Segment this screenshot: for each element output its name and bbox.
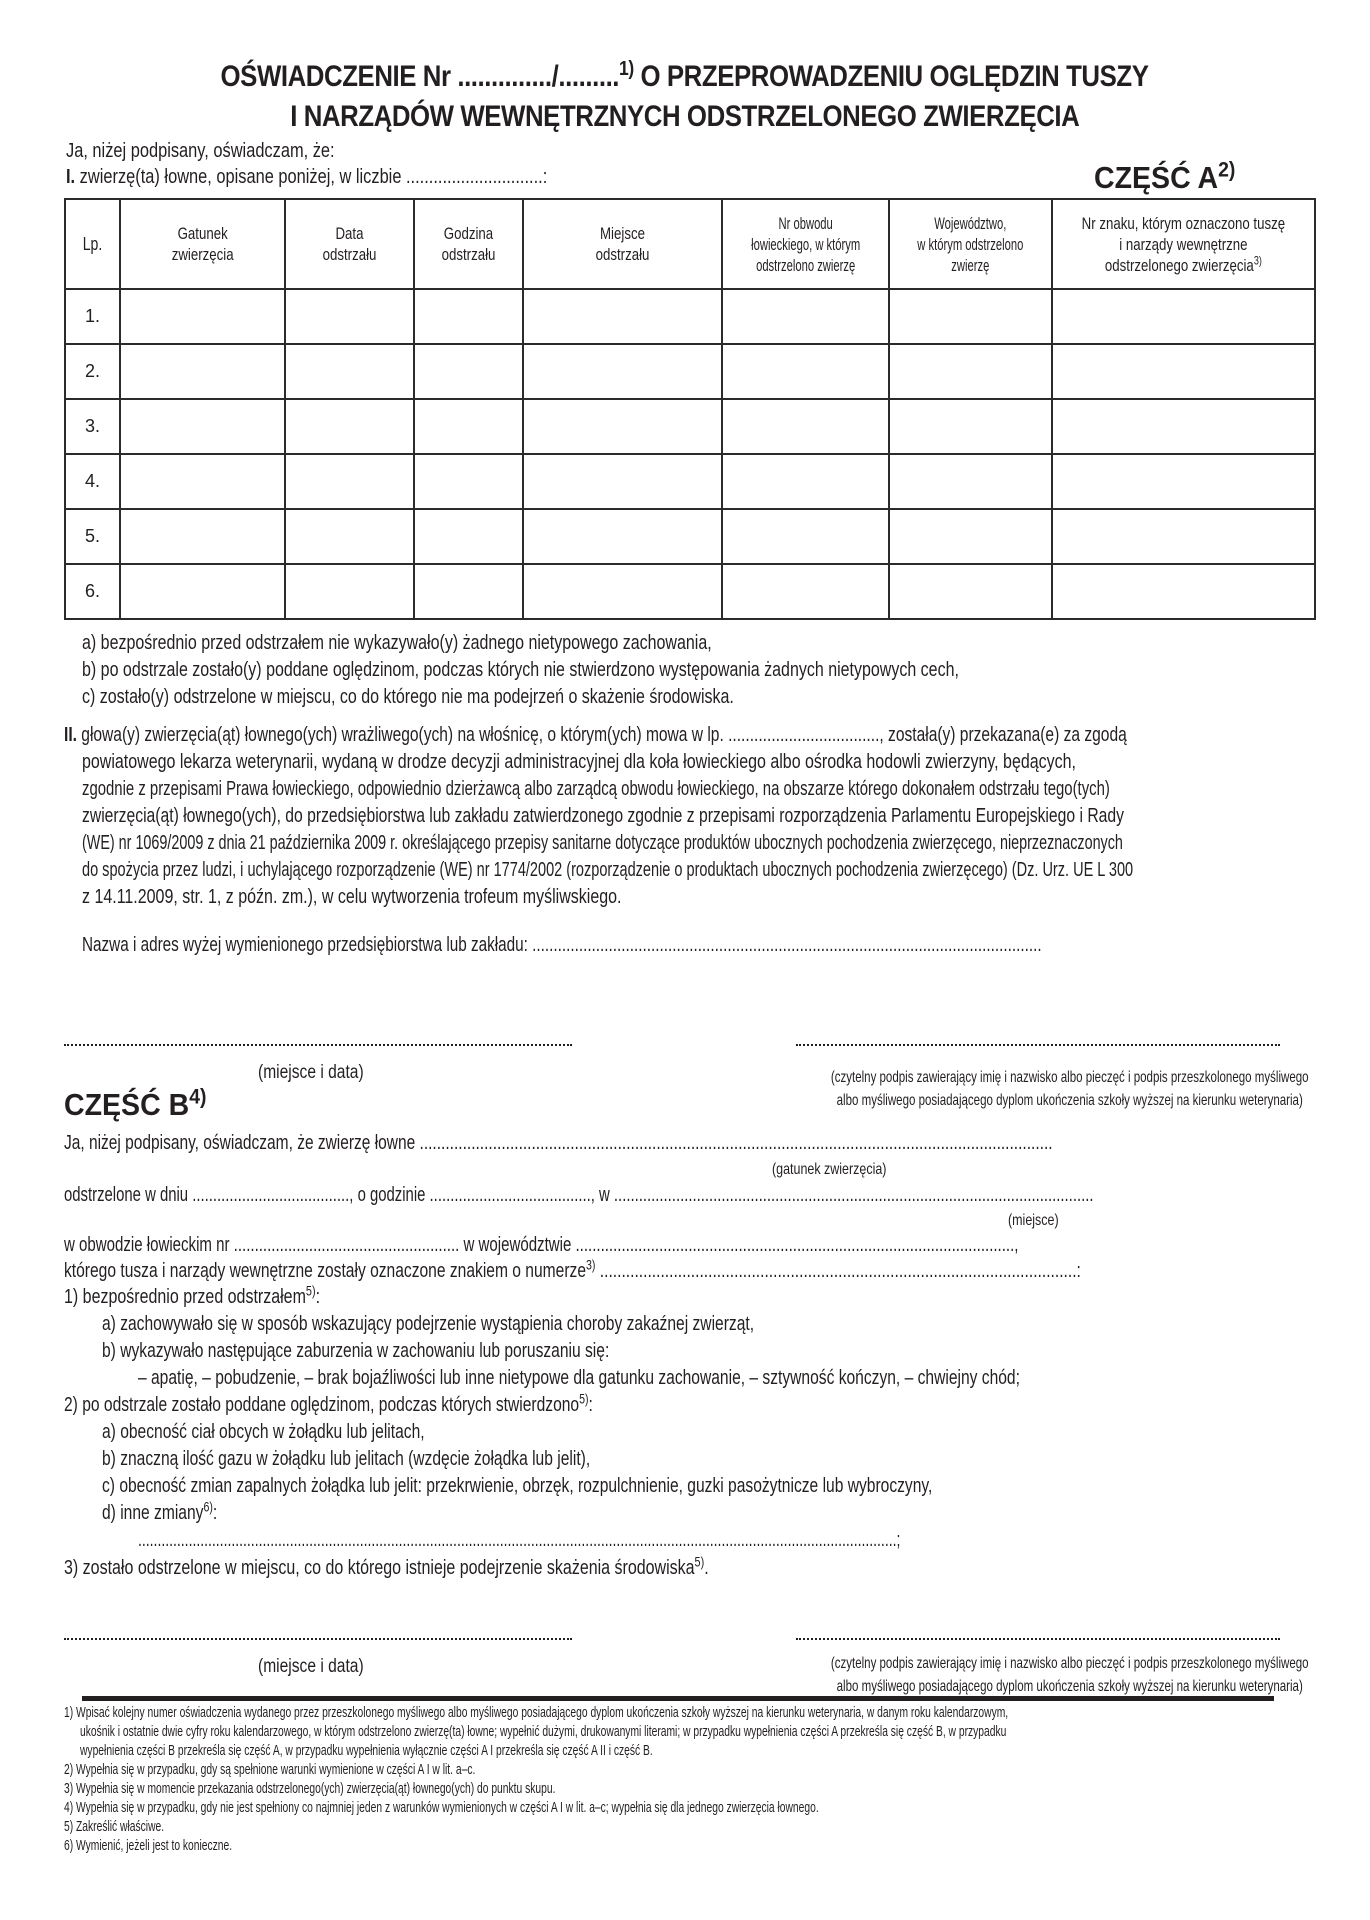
cell-place[interactable] xyxy=(523,454,722,509)
place-date-caption-b xyxy=(258,1656,387,1678)
row-number-text: 1. xyxy=(84,306,100,326)
col-header-text: odstrzału xyxy=(595,245,650,264)
col-header-text: odstrzelonego zwierzęcia xyxy=(1104,255,1254,275)
cell-species[interactable] xyxy=(120,399,285,454)
tag-line-dots: ..............................................................................................................: xyxy=(595,1260,1081,1282)
condition-a xyxy=(82,630,869,657)
item-text: b) znaczną ilość gazu w żołądku lub jelitach (wzdęcie żołądka lub jelit), xyxy=(102,1448,591,1470)
section-2-line-7 xyxy=(82,884,756,911)
cell-hunting-district[interactable] xyxy=(722,509,889,564)
footnote-ref-5: 5) xyxy=(579,1391,589,1407)
place-date-field-a[interactable] xyxy=(64,1044,572,1046)
tag-number-field[interactable] xyxy=(64,1258,1368,1285)
cell-hunting-district[interactable] xyxy=(722,399,889,454)
item-3[interactable] xyxy=(64,1555,870,1582)
cell-time[interactable] xyxy=(414,454,523,509)
caption-text: (czytelny podpis zawierający imię i nazwisko albo pieczęć i podpis przeszkolonego myśliwego xyxy=(830,1655,1309,1672)
footnote-ref-6: 6) xyxy=(203,1499,213,1515)
item-text: b) wykazywało następujące zaburzenia w zachowaniu lub poruszaniu się: xyxy=(102,1340,610,1362)
company-name-field[interactable] xyxy=(82,932,1338,959)
col-header-place xyxy=(523,199,722,289)
item-2a[interactable] xyxy=(102,1419,516,1446)
caption-text: (miejsce i data) xyxy=(258,1062,364,1083)
other-changes-dots: ...................................................................................................................................................................................................; xyxy=(138,1529,901,1551)
cell-species[interactable] xyxy=(120,509,285,564)
section-2-line-5 xyxy=(82,830,1370,857)
row-number-text: 3. xyxy=(84,416,100,436)
col-header-text: odstrzelono zwierzę xyxy=(756,255,856,275)
section-1-number: I. xyxy=(66,166,76,188)
cell-voivodeship[interactable] xyxy=(889,509,1052,564)
footnote-ref-2: 2) xyxy=(1218,158,1236,182)
signature-field-a[interactable] xyxy=(796,1044,1280,1046)
cell-date[interactable] xyxy=(285,399,414,454)
cell-species[interactable] xyxy=(120,564,285,619)
cell-place[interactable] xyxy=(523,399,722,454)
col-header-text: Nr obwodu xyxy=(778,213,833,233)
caption-text: (miejsce i data) xyxy=(258,1656,364,1677)
cell-species[interactable] xyxy=(120,344,285,399)
part-b-heading xyxy=(64,1087,219,1123)
footnote-5 xyxy=(64,1818,205,1837)
intro-statement xyxy=(66,138,394,165)
cell-tag-number[interactable] xyxy=(1052,344,1315,399)
col-header-time xyxy=(414,199,523,289)
section-2-text: powiatowego lekarza weterynarii, wydaną w drodze decyzji administracyjnej dla koła łowieckiego albo ośrodka hodowli zwierzyny, będących, xyxy=(82,751,1076,773)
caption-text: (miejsce) xyxy=(1008,1212,1059,1229)
cell-species[interactable] xyxy=(120,289,285,344)
cell-time[interactable] xyxy=(414,399,523,454)
col-header-text: Gatunek xyxy=(177,224,228,243)
cell-place[interactable] xyxy=(523,564,722,619)
col-header-text: Godzina xyxy=(443,224,494,243)
col-header-text: i narządy wewnętrzne xyxy=(1119,234,1248,254)
other-changes-field[interactable] xyxy=(138,1527,1227,1554)
footnote-text: ukośnik i ostatnie dwie cyfry roku kalendarzowego, w którym odstrzelono zwierzę(ta) łowne; wypełnić dużymi, drukowanymi literami; w przypadku wypełnienia części A przekreśla się część B, w przypadku xyxy=(80,1724,1007,1740)
footnote-3 xyxy=(64,1780,756,1799)
item-text: : xyxy=(212,1502,218,1524)
table-row xyxy=(65,509,1315,564)
condition-text: c) zostało(y) odstrzelone w miejscu, co do którego nie ma podejrzeń o skażenie środowiska. xyxy=(82,686,734,708)
species-field[interactable] xyxy=(64,1130,1340,1157)
footnotes-divider xyxy=(82,1696,1274,1701)
footnote-1 xyxy=(64,1704,1370,1761)
title-number-field: OŚWIADCZENIE Nr ............../......... xyxy=(221,60,620,93)
item-1b[interactable] xyxy=(102,1338,752,1365)
footnote-text: wypełnienia części B przekreśla się część A, w przypadku wypełnienia wyłącznie części A I przekreśla się część A II i część B. xyxy=(80,1743,653,1759)
signature-caption-b xyxy=(738,1652,1338,1698)
col-header-voivodeship xyxy=(889,199,1052,289)
section-2-line-4 xyxy=(82,803,1370,830)
cell-hunting-district[interactable] xyxy=(722,564,889,619)
cell-time[interactable] xyxy=(414,289,523,344)
cell-tag-number[interactable] xyxy=(1052,454,1315,509)
section-2-line-6 xyxy=(82,857,1370,884)
condition-text: a) bezpośrednio przed odstrzałem nie wykazywało(y) żadnego nietypowego zachowania, xyxy=(82,632,712,654)
row-number xyxy=(65,344,120,399)
item-2b[interactable] xyxy=(102,1446,728,1473)
company-name-label: Nazwa i adres wyżej wymienionego przedsiębiorstwa lub zakładu: ........................................................................................................................ xyxy=(82,934,1042,956)
caption-text: (gatunek zwierzęcia) xyxy=(772,1161,887,1178)
signature-caption-a xyxy=(738,1066,1338,1112)
footnote-ref-3: 3) xyxy=(1253,255,1262,268)
cell-hunting-district[interactable] xyxy=(722,344,889,399)
cell-date[interactable] xyxy=(285,344,414,399)
item-text: 2) po odstrzale zostało poddane oględzinom, podczas których stwierdzono xyxy=(64,1394,580,1416)
district-voivodeship-field[interactable] xyxy=(64,1232,1333,1259)
footnote-text: 5) Zakreślić właściwe. xyxy=(64,1819,165,1835)
title-text-2: I NARZĄDÓW WEWNĘTRZNYCH ODSTRZELONEGO ZWIERZĘCIA xyxy=(290,100,1080,133)
footnote-2 xyxy=(64,1761,643,1780)
cell-voivodeship[interactable] xyxy=(889,344,1052,399)
table-row xyxy=(65,564,1315,619)
item-1b-list[interactable] xyxy=(138,1365,1269,1392)
footnote-text: 1) Wpisać kolejny numer oświadczenia wydanego przez przeszkolonego myśliwego albo myśliwego posiadającego dyplom ukończenia szkoły wyższej na kierunku weterynaria, w danym roku kalendarzowym, xyxy=(64,1705,1009,1721)
condition-text: b) po odstrzale zostało(y) poddane oględzinom, podczas których nie stwierdzono występowania żadnych nietypowych cech, xyxy=(82,659,959,681)
cell-voivodeship[interactable] xyxy=(889,454,1052,509)
place-date-field-b[interactable] xyxy=(64,1638,572,1640)
row-number-text: 4. xyxy=(84,471,100,491)
footnote-4 xyxy=(64,1799,1127,1818)
cell-tag-number[interactable] xyxy=(1052,509,1315,564)
section-1-line xyxy=(66,164,653,191)
footnote-text: 2) Wypełnia się w przypadku, gdy są spełnione warunki wymienione w części A I w lit. a–c. xyxy=(64,1762,476,1778)
species-caption xyxy=(772,1161,919,1179)
title-text: O PRZEPROWADZENIU OGLĘDZIN TUSZY xyxy=(634,60,1149,93)
row-number xyxy=(65,399,120,454)
caption-text: albo myśliwego posiadającego dyplom ukończenia szkoły wyższej na kierunku weterynaria) xyxy=(836,1092,1303,1109)
part-b-heading-text: CZĘŚĆ B xyxy=(64,1087,190,1122)
cell-hunting-district[interactable] xyxy=(722,454,889,509)
footnote-text: 3) Wypełnia się w momencie przekazania odstrzelonego(ych) zwierzęcia(ąt) łownego(ych) do punktu skupu. xyxy=(64,1781,556,1797)
cell-species[interactable] xyxy=(120,454,285,509)
part-a-heading-text: CZĘŚĆ A xyxy=(1094,160,1219,195)
table-row xyxy=(65,289,1315,344)
part-a-heading xyxy=(1094,160,1248,196)
item-2c[interactable] xyxy=(102,1473,1167,1500)
footnote-ref-5: 5) xyxy=(694,1554,705,1570)
cell-hunting-district[interactable] xyxy=(722,289,889,344)
col-header-text: zwierzęcia xyxy=(171,245,234,264)
section-2-text: głowa(y) zwierzęcia(ąt) łownego(ych) wrażliwego(ych) na włośnicę, o którym(ych) mowa w lp. ..................................., została(y) przekazana(e) za zgodą xyxy=(76,724,1127,746)
cell-place[interactable] xyxy=(523,509,722,564)
col-header-lp-text: Lp. xyxy=(82,233,103,254)
cell-voivodeship[interactable] xyxy=(889,289,1052,344)
cell-time[interactable] xyxy=(414,564,523,619)
section-2-line-2 xyxy=(82,749,1324,776)
section-2-text: do spożycia przez ludzi, i uchylającego rozporządzenie (WE) nr 1774/2002 (rozporządzenie o produktach ubocznych pochodzenia zwierzęcego) (Dz. Urz. UE L 300 xyxy=(82,859,1134,881)
document-title-line1 xyxy=(0,57,1370,94)
place-date-caption-a xyxy=(258,1062,387,1084)
row-number-text: 6. xyxy=(84,581,100,601)
date-time-place-line: odstrzelone w dniu ......................................, o godzinie ......................................., w .................................................................................................................... xyxy=(64,1184,1094,1206)
item-2d[interactable] xyxy=(102,1500,250,1527)
row-number xyxy=(65,509,120,564)
col-header-tag-number xyxy=(1052,199,1315,289)
table-header-row xyxy=(65,199,1315,289)
col-header-text: Data xyxy=(335,224,364,243)
table-row xyxy=(65,399,1315,454)
table-row xyxy=(65,454,1315,509)
item-2 xyxy=(64,1392,742,1419)
section-2-text: z 14.11.2009, str. 1, z późn. zm.), w celu wytworzenia trofeum myśliwskiego. xyxy=(82,886,622,908)
col-header-text: odstrzału xyxy=(322,245,377,264)
item-text: 3) zostało odstrzelone w miejscu, co do którego istnieje podejrzenie skażenia środowiska xyxy=(64,1557,695,1579)
item-text: . xyxy=(704,1557,709,1579)
item-text: a) obecność ciał obcych w żołądku lub jelitach, xyxy=(102,1421,425,1443)
cell-date[interactable] xyxy=(285,289,414,344)
footnote-ref-4: 4) xyxy=(189,1085,207,1109)
footnote-text: 4) Wypełnia się w przypadku, gdy nie jest spełniony co najmniej jeden z warunków wymienionych w części A I w lit. a–c; wypełnia się dla jednego zwierzęcia łownego. xyxy=(64,1800,819,1816)
tag-line-text: którego tusza i narządy wewnętrzne zostały oznaczone znakiem o numerze xyxy=(64,1260,587,1282)
animals-table xyxy=(64,198,1316,620)
table-row xyxy=(65,344,1315,399)
item-text: 1) bezpośrednio przed odstrzałem xyxy=(64,1286,306,1308)
place-caption xyxy=(1008,1212,1073,1230)
signature-field-b[interactable] xyxy=(796,1638,1280,1640)
col-header-text: Miejsce xyxy=(600,224,645,243)
cell-time[interactable] xyxy=(414,344,523,399)
section-2-text: zgodnie z przepisami Prawa łowieckiego, odpowiednio dzierżawcą albo zarządcą obwodu łowieckiego, na obszarze którego dokonałem odstrzału tego(tych) xyxy=(82,778,1110,800)
condition-c xyxy=(82,684,897,711)
cell-tag-number[interactable] xyxy=(1052,399,1315,454)
footnote-ref-5: 5) xyxy=(305,1283,316,1299)
col-header-date xyxy=(285,199,414,289)
section-2-number: II. xyxy=(64,724,77,746)
footnote-ref-1: 1) xyxy=(619,57,635,80)
cell-place[interactable] xyxy=(523,289,722,344)
row-number xyxy=(65,289,120,344)
col-header-text: w którym odstrzelono xyxy=(917,234,1024,254)
cell-tag-number[interactable] xyxy=(1052,289,1315,344)
species-line: Ja, niżej podpisany, oświadczam, że zwierzę łowne ................................................................................................................................................... xyxy=(64,1132,1053,1154)
col-header-text: Nr znaku, którym oznaczono tuszę xyxy=(1081,213,1286,233)
cell-tag-number[interactable] xyxy=(1052,564,1315,619)
section-2-text: (WE) nr 1069/2009 z dnia 21 października 2009 r. określającego przepisy sanitarne dotyczące produktów ubocznych pochodzenia zwierzęcego, nieprzeznaczonych xyxy=(82,832,1123,854)
district-line: w obwodzie łowieckim nr ...................................................... w województwie ........................................................................................................., xyxy=(64,1234,1019,1256)
item-1a[interactable] xyxy=(102,1311,938,1338)
footnote-6 xyxy=(64,1837,301,1856)
item-text: d) inne zmiany xyxy=(102,1502,204,1524)
cell-date[interactable] xyxy=(285,564,414,619)
col-header-text: łowieckiego, w którym xyxy=(751,234,861,254)
caption-text: (czytelny podpis zawierający imię i nazwisko albo pieczęć i podpis przeszkolonego myśliwego xyxy=(830,1069,1309,1086)
condition-b xyxy=(82,657,1178,684)
col-header-text: Województwo, xyxy=(934,213,1007,233)
col-header-text: zwierzę xyxy=(951,255,990,275)
item-text: c) obecność zmian zapalnych żołądka lub jelit: przekrwienie, obrzęk, rozpulchnienie, guzki pasożytnicze lub wybroczyny, xyxy=(102,1475,933,1497)
section-2-line-3 xyxy=(82,776,1370,803)
cell-voivodeship[interactable] xyxy=(889,399,1052,454)
item-text: a) zachowywało się w sposób wskazujący podejrzenie wystąpienia choroby zakaźnej zwierząt, xyxy=(102,1313,755,1335)
item-text: : xyxy=(588,1394,593,1416)
col-header-hunting-district xyxy=(722,199,889,289)
document-title-line2 xyxy=(0,100,1370,134)
cell-time[interactable] xyxy=(414,509,523,564)
footnote-text: 6) Wymienić, jeżeli jest to konieczne. xyxy=(64,1838,233,1854)
cell-date[interactable] xyxy=(285,509,414,564)
row-number xyxy=(65,564,120,619)
row-number-text: 5. xyxy=(84,526,100,546)
footnote-ref-3: 3) xyxy=(586,1257,596,1273)
row-number-text: 2. xyxy=(84,361,100,381)
col-header-text: odstrzału xyxy=(441,245,496,264)
cell-place[interactable] xyxy=(523,344,722,399)
cell-date[interactable] xyxy=(285,454,414,509)
item-text: : xyxy=(315,1286,321,1308)
animal-count-field[interactable]: zwierzę(ta) łowne, opisane poniżej, w liczbie ..............................: xyxy=(75,166,548,188)
cell-voivodeship[interactable] xyxy=(889,564,1052,619)
row-number xyxy=(65,454,120,509)
item-1 xyxy=(64,1284,384,1311)
section-2-text: zwierzęcia(ąt) łownego(ych), do przedsiębiorstwa lub zakładu zatwierdzonego zgodnie z przepisami rozporządzenia Parlamentu Europejskiego i Rady xyxy=(82,805,1124,827)
item-text: – apatię, – pobudzenie, – brak bojaźliwości lub inne nietypowe dla gatunku zachowanie, – sztywność kończyn, – chwiejny chód; xyxy=(138,1367,1020,1389)
col-header-species xyxy=(120,199,285,289)
section-2-line-1 xyxy=(64,722,1370,749)
intro-text: Ja, niżej podpisany, oświadczam, że: xyxy=(66,140,335,162)
date-time-place-field[interactable] xyxy=(64,1182,1370,1209)
col-header-lp xyxy=(65,199,120,289)
caption-text: albo myśliwego posiadającego dyplom ukończenia szkoły wyższej na kierunku weterynaria) xyxy=(836,1678,1303,1695)
